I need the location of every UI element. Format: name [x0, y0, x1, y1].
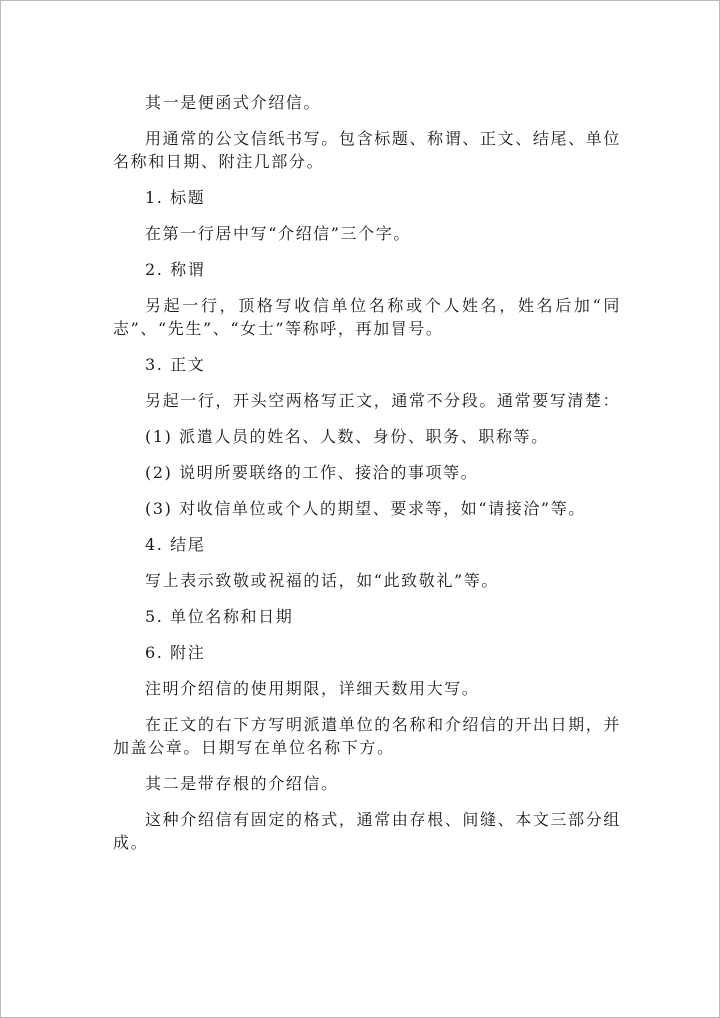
paragraph-salutation-rule: 另起一行，顶格写收信单位名称或个人姓名，姓名后加“同志”、“先生”、“女士”等称呼，再加冒号。 — [113, 296, 621, 338]
paragraph-heading-type-two: 其二是带存根的介绍信。 — [145, 774, 339, 793]
paragraph-intro: 用通常的公文信纸书写。包含标题、称谓、正文、结尾、单位名称和日期、附注几部分。 — [113, 129, 621, 171]
paragraph-signature-rule: 在正文的右下方写明派遣单位的名称和介绍信的开出日期，并加盖公章。日期写在单位名称下方。 — [113, 715, 621, 757]
list-item-1: (1) 派遣人员的姓名、人数、身份、职务、职称等。 — [145, 427, 549, 446]
paragraph-stub-format: 这种介绍信有固定的格式，通常由存根、间缝、本文三部分组成。 — [113, 810, 621, 852]
section-title-5: 5. 单位名称和日期 — [145, 607, 294, 626]
paragraph-title-rule: 在第一行居中写“介绍信”三个字。 — [145, 224, 411, 243]
paragraph-closing-rule: 写上表示致敬或祝福的话，如“此致敬礼”等。 — [145, 571, 499, 590]
list-item-2: (2) 说明所要联络的工作、接洽的事项等。 — [145, 463, 479, 482]
document-body — [113, 91, 621, 867]
section-title-3: 3. 正文 — [145, 355, 206, 374]
paragraph-heading-type-one: 其一是便函式介绍信。 — [145, 93, 322, 112]
paragraph-note-rule: 注明介绍信的使用期限，详细天数用大写。 — [145, 679, 480, 698]
section-title-1: 1. 标题 — [145, 188, 206, 207]
section-title-2: 2. 称谓 — [145, 260, 206, 279]
section-title-6: 6. 附注 — [145, 643, 206, 662]
list-item-3: (3) 对收信单位或个人的期望、要求等，如“请接洽”等。 — [145, 499, 586, 518]
section-title-4: 4. 结尾 — [145, 535, 206, 554]
paragraph-body-rule: 另起一行，开头空两格写正文，通常不分段。通常要写清楚： — [145, 391, 621, 410]
